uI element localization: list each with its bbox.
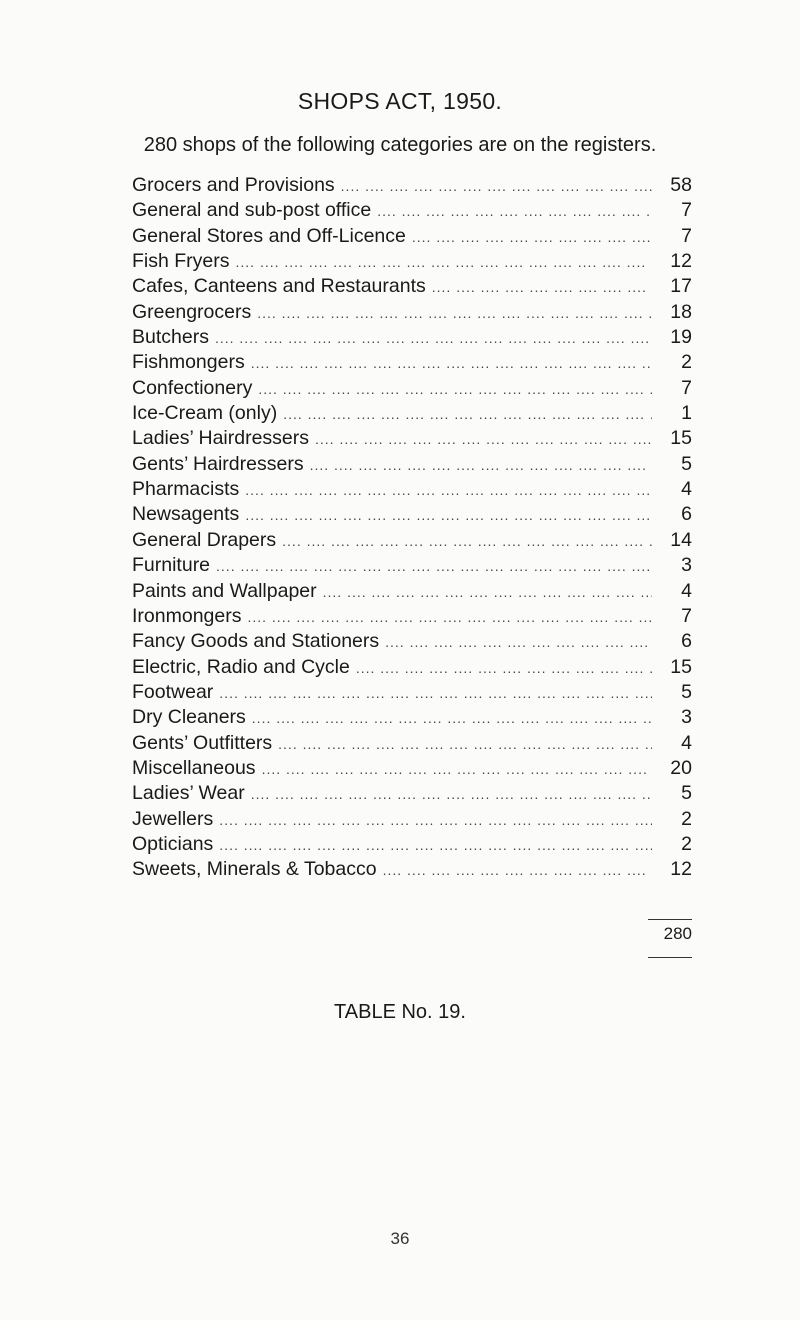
list-item [132, 427, 692, 452]
category-count: 2 [681, 807, 692, 830]
category-count: 19 [670, 326, 692, 349]
list-item [132, 858, 692, 883]
intro-text: 280 shops of the following categories are on the registers. [143, 134, 657, 156]
dot-leader [219, 837, 652, 853]
category-count: 3 [681, 706, 692, 729]
category-label: Grocers and Provisions [132, 174, 335, 196]
list-item [132, 326, 692, 351]
list-item [132, 174, 692, 199]
category-count: 7 [681, 199, 692, 222]
dot-leader [236, 254, 653, 270]
category-count: 6 [681, 503, 692, 526]
shop-category-list [132, 174, 692, 884]
dot-leader [315, 431, 652, 447]
dot-leader [432, 279, 652, 295]
dot-leader [262, 761, 652, 777]
dot-leader [385, 634, 652, 650]
dot-leader [245, 482, 652, 498]
list-item [132, 681, 692, 706]
category-label: Jewellers [132, 807, 214, 830]
list-item [132, 377, 692, 402]
category-label: General Drapers [132, 528, 277, 551]
dot-leader [247, 609, 652, 625]
category-count: 4 [681, 579, 692, 602]
list-item [132, 732, 692, 757]
category-count: 12 [670, 858, 692, 881]
category-count: 4 [681, 478, 692, 501]
category-count: 1 [681, 402, 692, 425]
category-label: Ladies’ Hairdressers [132, 427, 310, 450]
category-count: 58 [670, 174, 692, 196]
category-label: Newsagents [132, 503, 240, 526]
dot-leader [215, 330, 652, 346]
dot-leader [356, 660, 652, 676]
category-count: 2 [681, 832, 692, 855]
category-count: 7 [681, 604, 692, 627]
category-count: 6 [681, 630, 692, 653]
category-label: Paints and Wallpaper [132, 579, 317, 602]
category-label: Electric, Radio and Cycle [132, 655, 350, 678]
list-item [132, 529, 692, 554]
category-count: 18 [670, 300, 692, 323]
page-title: SHOPS ACT, 1950. [297, 88, 503, 114]
dot-leader [283, 406, 652, 422]
list-item [132, 757, 692, 782]
dot-leader [341, 178, 652, 194]
category-label: Ironmongers [132, 604, 242, 627]
list-item [132, 478, 692, 503]
category-label: Sweets, Minerals & Tobacco [132, 858, 377, 881]
dot-leader [278, 736, 652, 752]
list-item [132, 554, 692, 579]
dot-leader [251, 786, 652, 802]
dot-leader [216, 558, 652, 574]
category-label: Fancy Goods and Stationers [132, 630, 380, 653]
category-label: Gents’ Outfitters [132, 731, 273, 754]
category-count: 3 [681, 554, 692, 577]
dot-leader [323, 584, 652, 600]
category-label: Dry Cleaners [132, 706, 246, 729]
category-count: 7 [681, 376, 692, 399]
dot-leader [310, 457, 652, 473]
page-number: 36 [390, 1229, 410, 1248]
category-count: 17 [670, 275, 692, 298]
list-item [132, 808, 692, 833]
list-item [132, 580, 692, 605]
category-label: Miscellaneous [132, 756, 256, 779]
list-item [132, 833, 692, 858]
category-label: Butchers [132, 326, 209, 349]
list-item [132, 225, 692, 250]
category-label: Pharmacists [132, 478, 240, 501]
category-label: Footwear [132, 680, 214, 703]
dot-leader [219, 812, 652, 828]
category-label: Opticians [132, 832, 214, 855]
total-rule-bottom [648, 957, 692, 958]
category-label: Ladies’ Wear [132, 782, 245, 805]
category-count: 7 [681, 224, 692, 247]
list-item [132, 605, 692, 630]
category-count: 2 [681, 351, 692, 374]
category-label: Fish Fryers [132, 250, 230, 273]
dot-leader [257, 305, 652, 321]
dot-leader [252, 710, 652, 726]
category-label: General and sub-post office [132, 199, 372, 222]
category-count: 15 [670, 427, 692, 450]
dot-leader [377, 203, 652, 219]
category-label: Fishmongers [132, 351, 245, 374]
dot-leader [383, 862, 652, 878]
category-count: 5 [681, 452, 692, 475]
category-label: Cafes, Canteens and Restaurants [132, 275, 426, 298]
list-item [132, 630, 692, 655]
dot-leader [412, 229, 652, 245]
category-count: 5 [681, 680, 692, 703]
list-item [132, 656, 692, 681]
category-count: 20 [670, 756, 692, 779]
category-count: 5 [681, 782, 692, 805]
dot-leader [219, 685, 652, 701]
category-count: 14 [670, 528, 692, 551]
category-label: General Stores and Off-Licence [132, 224, 406, 247]
dot-leader [258, 381, 652, 397]
category-label: Gents’ Hairdressers [132, 452, 304, 475]
dot-leader [282, 533, 652, 549]
total-rule-top [648, 919, 692, 920]
category-label: Ice-Cream (only) [132, 402, 278, 425]
list-item [132, 275, 692, 300]
list-item [132, 199, 692, 224]
dot-leader [251, 355, 652, 371]
list-item [132, 453, 692, 478]
category-count: 12 [670, 250, 692, 273]
list-item [132, 250, 692, 275]
category-label: Furniture [132, 554, 211, 577]
list-item [132, 301, 692, 326]
total-count: 280 [663, 924, 692, 943]
category-count: 4 [681, 731, 692, 754]
list-item [132, 351, 692, 376]
list-item [132, 503, 692, 528]
category-label: Greengrocers [132, 300, 252, 323]
table-caption: TABLE No. 19. [334, 1001, 466, 1023]
category-label: Confectionery [132, 376, 253, 399]
dot-leader [245, 507, 652, 523]
category-count: 15 [670, 655, 692, 678]
list-item [132, 706, 692, 731]
list-item [132, 782, 692, 807]
list-item [132, 402, 692, 427]
